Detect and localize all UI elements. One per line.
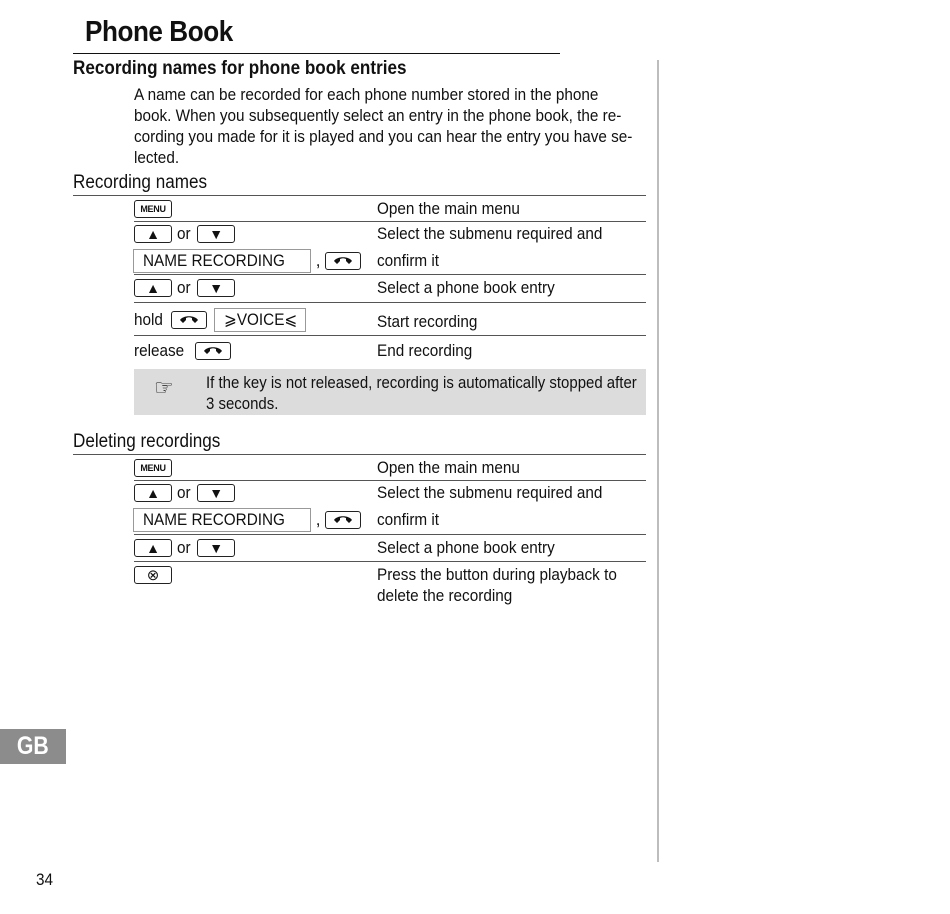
or-label: or xyxy=(177,538,191,557)
down-arrow-key: ▼ xyxy=(197,484,235,502)
recording-step-5-desc: End recording xyxy=(377,341,473,360)
name-recording-softkey: NAME RECORDING xyxy=(133,249,311,273)
phone-key xyxy=(325,252,361,270)
menu-key: MENU xyxy=(134,200,172,218)
down-arrow-key: ▼ xyxy=(197,539,235,557)
recording-step-2-desc: Select the submenu required and confirm it xyxy=(377,224,603,270)
name-recording-softkey: NAME RECORDING xyxy=(133,508,311,532)
phone-handset-icon xyxy=(179,314,199,326)
phone-key xyxy=(171,311,207,329)
table-rule xyxy=(134,302,646,303)
recording-step-1-keys xyxy=(134,198,172,219)
intro-paragraph xyxy=(134,84,638,168)
table-rule xyxy=(134,534,646,535)
table-rule xyxy=(134,561,646,562)
phone-key xyxy=(195,342,231,360)
intro-line: book. When you subsequently select an entry in the phone book, the re- xyxy=(134,106,622,125)
deleting-step-4-desc: Press the button during playback to delete the recording xyxy=(377,565,617,605)
phone-key xyxy=(325,511,361,529)
or-label: or xyxy=(177,483,191,502)
or-label: or xyxy=(177,278,191,297)
intro-line: A name can be recorded for each phone number stored in the phone xyxy=(134,85,599,104)
deleting-step-3-desc: Select a phone book entry xyxy=(377,538,555,557)
release-label: release xyxy=(134,341,185,360)
pointing-hand-icon: ☞ xyxy=(154,375,174,400)
phone-handset-icon xyxy=(333,255,353,267)
language-tab: GB xyxy=(0,729,66,764)
table-rule xyxy=(134,480,646,481)
page-title: Phone Book xyxy=(85,16,233,48)
table-rule xyxy=(73,195,646,196)
recording-names-heading: Recording names xyxy=(73,172,208,193)
comma-label: , xyxy=(315,510,321,529)
recording-step-4-desc: Start recording xyxy=(377,312,478,331)
title-divider xyxy=(73,53,560,54)
deleting-step-1-desc: Open the main menu xyxy=(377,458,520,477)
note-text: If the key is not released, recording is automatically stopped after 3 seconds. xyxy=(206,373,637,413)
recording-step-4-keys xyxy=(134,307,306,333)
table-rule xyxy=(73,454,646,455)
phone-handset-icon xyxy=(203,345,223,357)
down-arrow-key: ▼ xyxy=(197,279,235,297)
note-box xyxy=(134,369,646,415)
table-rule xyxy=(134,335,646,336)
deleting-step-1-keys xyxy=(134,457,172,478)
page-number: 34 xyxy=(36,870,54,889)
recording-step-3-keys xyxy=(134,277,235,299)
deleting-recordings-heading: Deleting recordings xyxy=(73,431,221,452)
column-divider xyxy=(657,60,659,862)
recording-step-2-keys-row2 xyxy=(133,248,361,274)
comma-label: , xyxy=(315,251,321,270)
intro-line: lected. xyxy=(134,148,180,167)
up-arrow-key: ▲ xyxy=(134,225,172,243)
phone-handset-icon xyxy=(333,514,353,526)
voice-softkey: ⩾VOICE⩽ xyxy=(214,308,306,332)
up-arrow-key: ▲ xyxy=(134,484,172,502)
recording-step-5-keys xyxy=(134,340,231,362)
up-arrow-key: ▲ xyxy=(134,279,172,297)
deleting-step-2-keys-row1 xyxy=(134,482,235,504)
deleting-step-2-keys-row2 xyxy=(133,507,361,533)
deleting-step-2-desc: Select the submenu required and confirm it xyxy=(377,483,603,529)
table-rule xyxy=(134,274,646,275)
down-arrow-key: ▼ xyxy=(197,225,235,243)
recording-step-1-desc: Open the main menu xyxy=(377,199,520,218)
deleting-step-3-keys xyxy=(134,537,235,559)
hold-label: hold xyxy=(134,310,163,329)
or-label: or xyxy=(177,224,191,243)
recording-step-3-desc: Select a phone book entry xyxy=(377,278,555,297)
section-heading: Recording names for phone book entries xyxy=(73,58,407,79)
up-arrow-key: ▲ xyxy=(134,539,172,557)
intro-line: cording you made for it is played and you can hear the entry you have se- xyxy=(134,127,633,146)
clear-key-icon: ⊗ xyxy=(134,566,172,584)
table-rule xyxy=(134,221,646,222)
recording-step-2-keys-row1 xyxy=(134,223,235,245)
deleting-step-4-keys xyxy=(134,564,172,586)
menu-key: MENU xyxy=(134,459,172,477)
